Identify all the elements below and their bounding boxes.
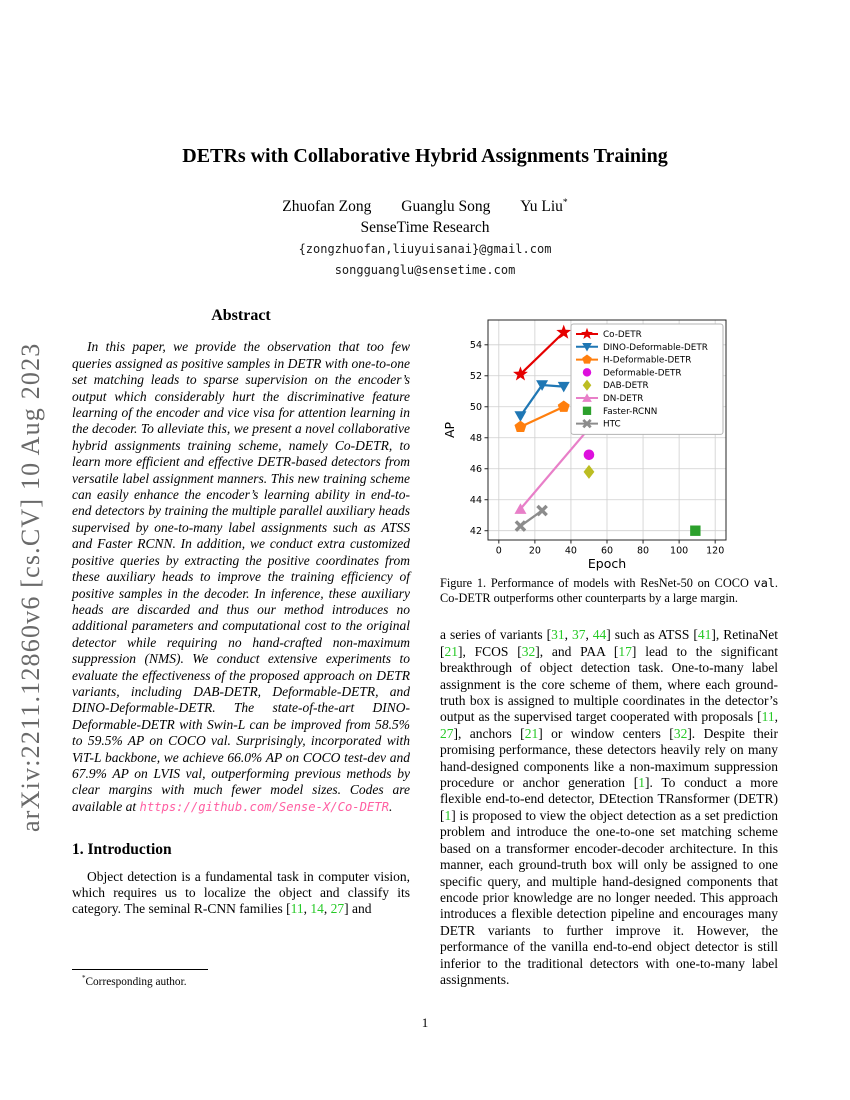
- svg-text:20: 20: [528, 545, 541, 557]
- svg-text:Deformable-DETR: Deformable-DETR: [603, 368, 682, 379]
- email-line-1: {zongzhuofan,liuyuisanai}@gmail.com: [298, 242, 552, 256]
- svg-text:46: 46: [469, 464, 482, 476]
- text-segment: ] is proposed to view the object detection as a set prediction problem and introduce the one-to-one set matching scheme based on a transformer encoder-decoder architecture. In this manner, each ground-truth box will only be assigned to one specific query, and multiple hand-designed components that encode prior knowledge are no longer needed. This approach introduces a flexible detection pipeline and encourages many DETR variants to further improve it. However, the performance of the vanilla end-to-end object detector is still inferior to the traditional detectors with one-to-many label assignments.: [440, 807, 778, 987]
- author-name: Zhuofan Zong: [282, 198, 372, 216]
- left-column: [72, 308, 410, 918]
- citation: 32: [521, 643, 536, 659]
- text-segment: ], anchors [: [453, 725, 525, 741]
- svg-text:80: 80: [637, 545, 650, 557]
- svg-text:H-Deformable-DETR: H-Deformable-DETR: [603, 355, 692, 366]
- section-heading-introduction: 1. Introduction: [72, 841, 172, 859]
- email-line-2: songguanglu@sensetime.com: [334, 263, 516, 277]
- introduction-paragraph: [72, 869, 410, 918]
- figure1-chart: [442, 308, 734, 574]
- paper-title: DETRs with Collaborative Hybrid Assignments Training: [182, 145, 668, 167]
- text-segment: . Co-DETR outperforms other counterparts by a large margin.: [440, 576, 778, 606]
- text-segment: ,: [585, 627, 593, 643]
- text-segment: ,: [774, 709, 778, 725]
- citation: 27: [330, 901, 345, 917]
- citation: 11: [761, 709, 775, 725]
- text-segment: ] and: [344, 901, 372, 917]
- svg-text:DN-DETR: DN-DETR: [603, 394, 644, 404]
- text-segment: ] lead to the significant breakthrough of object detection task. One-to-many label assignment is the core scheme of them, where each ground-truth box is assigned to multiple coordinates in the detector’s output as the supervised target cooperated with proposals [: [440, 643, 778, 725]
- svg-text:AP: AP: [442, 421, 457, 439]
- text-segment: ,: [323, 901, 331, 917]
- text-segment: ], RetinaNet [: [440, 627, 778, 659]
- author-list: [0, 197, 850, 216]
- footnote: [72, 969, 410, 988]
- figure1: [442, 308, 778, 574]
- text-segment: ]. Despite their promising performance, these detectors heavily rely on many hand-designed components like a non-maximum suppression procedure or anchor generation [: [440, 725, 778, 791]
- citation: 1: [444, 807, 452, 823]
- figure1-caption: [440, 576, 778, 606]
- citation: 41: [697, 627, 712, 643]
- text-segment: ]. To conduct a more flexible end-to-end detector, DEtection TRansformer (DETR) [: [440, 775, 778, 823]
- svg-text:120: 120: [706, 545, 725, 557]
- svg-text:42: 42: [469, 526, 482, 538]
- citation: 32: [673, 725, 688, 741]
- github-link[interactable]: https://github.com/Sense-X/Co-DETR: [139, 799, 389, 814]
- svg-text:60: 60: [600, 545, 614, 557]
- affiliation: SenseTime Research: [360, 219, 490, 236]
- abstract-body: [72, 339, 410, 815]
- citation: 44: [592, 627, 607, 643]
- svg-text:Faster-RCNN: Faster-RCNN: [603, 406, 658, 417]
- text-segment: Object detection is a fundamental task in computer vision, which requires us to localize the object and classify its category. The seminal R-CNN families [: [72, 868, 410, 917]
- right-column-paragraph: [440, 627, 778, 988]
- svg-text:Epoch: Epoch: [587, 556, 627, 571]
- svg-text:48: 48: [469, 433, 482, 445]
- svg-text:40: 40: [564, 545, 577, 557]
- text-segment: ], FCOS [: [458, 643, 522, 659]
- text-segment: In this paper, we provide the observation that too few queries assigned as positive samples in DETR with one-to-one set matching leads to sparse supervision on the encoder’s output which considerably hurt the discriminative feature learning of the encoder and vice visa for attention learning in the decoder. To alleviate this, we present a novel collaborative hybrid assignments training scheme, namely Co-DETR, to learn more efficient and effective DETR-based detectors from versatile label assignment manners. This new training scheme can easily enhance the encoder’s learning ability in end-to-end detectors by training the multiple parallel auxiliary heads supervised by one-to-many label assignments such as ATSS and Faster RCNN. In addition, we conduct extra customized positive queries by extracting the positive coordinates from these auxiliary heads to improve the training efficiency of positive samples in the decoder. In inference, these auxiliary heads are discarded and thus our method introduces no additional parameters and computational cost to the original detector while requiring no hand-crafted non-maximum suppression (NMS). We conduct extensive experiments to evaluate the effectiveness of the proposed approach on DETR variants, including DAB-DETR, Deformable-DETR, and DINO-Deformable-DETR. The state-of-the-art DINO-Deformable-DETR with Swin-L can be improved from 58.5% to 59.5% AP on COCO val. Surprisingly, incorporated with ViT-L backbone, we achieve 66.0% AP on COCO test-dev and 67.9% AP on LVIS val, outperforming previous methods by clear margins with much fewer model sizes. Codes are available at: [72, 339, 410, 814]
- footnote-rule: [72, 969, 208, 970]
- right-column: [440, 308, 778, 988]
- svg-text:DAB-DETR: DAB-DETR: [603, 381, 649, 392]
- text-segment: ,: [564, 627, 572, 643]
- text-segment: ] such as ATSS [: [606, 627, 698, 643]
- citation: 31: [551, 627, 565, 643]
- citation: 27: [440, 725, 454, 741]
- svg-text:Co-DETR: Co-DETR: [603, 330, 642, 340]
- arxiv-stamp: arXiv:2211.12860v6 [cs.CV] 10 Aug 2023: [16, 342, 45, 832]
- text-segment: ,: [303, 901, 311, 917]
- svg-text:54: 54: [469, 340, 482, 352]
- text-segment: val: [753, 576, 775, 590]
- citation: 14: [310, 901, 324, 917]
- citation: 37: [571, 627, 586, 643]
- svg-text:50: 50: [469, 402, 482, 414]
- text-segment: ] or window centers [: [538, 725, 674, 741]
- text-segment: Figure 1. Performance of models with ResNet-50 on COCO: [440, 576, 754, 590]
- svg-text:DINO-Deformable-DETR: DINO-Deformable-DETR: [603, 342, 708, 353]
- abstract-heading: Abstract: [211, 307, 271, 324]
- citation: 1: [638, 775, 645, 791]
- author-name: Yu Liu*: [520, 197, 568, 216]
- text-segment: a series of variants [: [440, 627, 552, 643]
- citation: 11: [290, 901, 304, 917]
- page-number: 1: [421, 1015, 429, 1030]
- footnote-text: *Corresponding author.: [82, 974, 187, 988]
- citation: 17: [618, 643, 632, 659]
- svg-text:44: 44: [469, 495, 482, 507]
- text-segment: ], and PAA [: [535, 643, 619, 659]
- svg-text:0: 0: [495, 545, 502, 557]
- citation: 21: [444, 643, 458, 659]
- svg-text:52: 52: [469, 371, 482, 383]
- author-name: Guanglu Song: [401, 198, 491, 216]
- svg-text:HTC: HTC: [603, 419, 621, 430]
- text-segment: .: [388, 798, 393, 814]
- citation: 21: [524, 725, 539, 741]
- svg-text:100: 100: [670, 545, 689, 557]
